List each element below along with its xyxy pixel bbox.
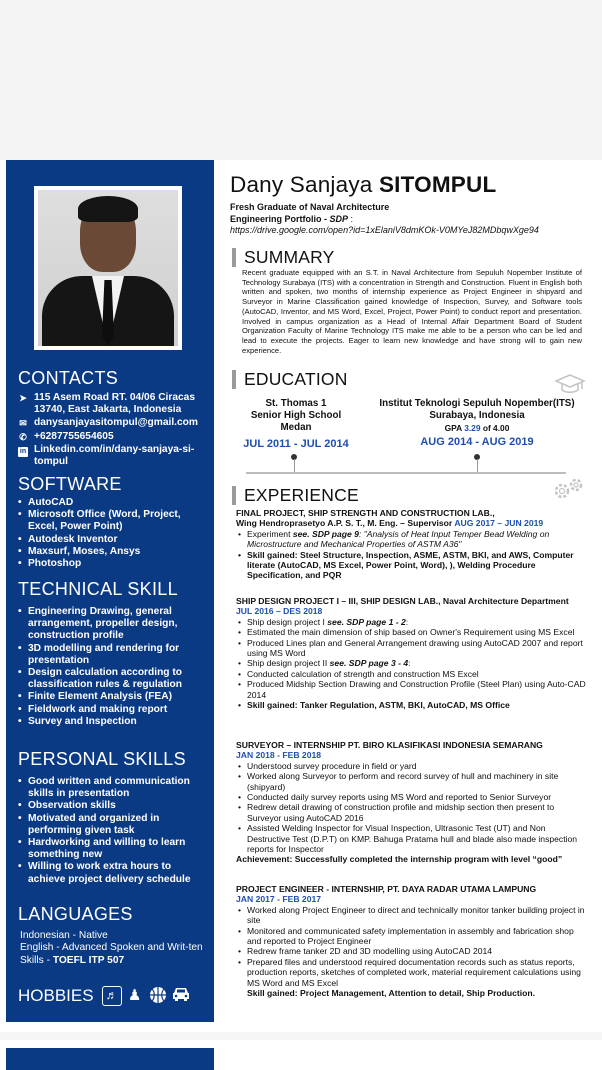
main-content (228, 160, 590, 1020)
contact-email[interactable]: ✉ danysanjayasitompul@gmail.com (16, 417, 208, 429)
personal-skills-title: PERSONAL SKILLS (18, 749, 186, 769)
contact-address: ➤ 115 Asem Road RT. 04/06 Ciracas 13740, East Jakarta, Indonesia (16, 392, 208, 416)
list-item: • Produced Lines plan and General Arrangement drawing using AutoCAD 2007 and report using MS Word (236, 638, 586, 659)
list-item: • Engineering Drawing, general arrangement, propeller design, construction profile (16, 606, 208, 643)
list-item: • Finite Element Analysis (FEA) (16, 691, 208, 703)
school-2-dates: AUG 2014 - AUG 2019 (420, 436, 534, 448)
experience-ship-design: SHIP DESIGN PROJECT I – III, SHIP DESIGN LAB., Naval Architecture Department JUL 2016 – DES 2018 • Ship design project I see. SDP page 1 - 2: • Estimated the main dimension of ship based on Owner's Requirement using MS Excel • Produced Lines plan and General Arrangement drawing using AutoCAD 2007 and report using MS Word • Ship design project II see. SDP page 3 - 4: • Conducted calculation of strength and construction MS Excel • Produced Midship Section Drawing and Construction Profile (Steel Plan) using Auto-CAD 2014 • Skill gained: Tanker Regulation, ASTM, BKI, AutoCAD, MS Office (236, 596, 586, 710)
phone-icon: ✆ (19, 431, 27, 442)
contact-linkedin[interactable]: in Linkedin.com/in/dany-sanjaya-si-tompul (16, 444, 208, 468)
skill-gained: Skill gained: Project Management, Attention to detail, Ship Production. (247, 988, 536, 999)
list-item: • 3D modelling and rendering for presentation (16, 643, 208, 667)
subtitle: Fresh Graduate of Naval Architecture (230, 202, 390, 212)
list-item: • Ship design project II see. SDP page 3 - 4: (236, 658, 586, 668)
contact-phone: ✆ +6287755654605 (16, 431, 208, 443)
summary-title: SUMMARY (232, 248, 335, 267)
top-margin (0, 0, 602, 160)
experience-title: EXPERIENCE (232, 486, 359, 505)
portfolio-link[interactable]: https://drive.google.com/open?id=1xElaniV8dmKOk-V0MYeJ82MDbqwXge94 (230, 225, 539, 235)
school-1-dates: JUL 2011 - JUL 2014 (243, 438, 349, 450)
list-item: • Redrew frame tanker 2D and 3D modelling using AutoCAD 2014 (236, 946, 586, 956)
hobbies-title: HOBBIES (18, 986, 94, 1005)
list-item: • Good written and communication skills in presentation (16, 776, 208, 800)
list-item: • Hardworking and willing to learn something new (16, 837, 208, 861)
technical-skill-list (16, 606, 208, 728)
list-item: • Worked along Surveyor to perform and record survey of hull and machinery in site (shipyard) (236, 771, 586, 792)
list-item: • Worked along Project Engineer to direct and technically monitor tanker building project in site (236, 905, 586, 926)
next-page-sidebar-strip (6, 1048, 214, 1070)
list-item: • Assisted Welding Inspector for Visual Inspection, Ultrasonic Test (UT) and Non Destructive Test (D.P.T) on KMP. Bahuga Pratama hull and blade also made inspection reports for Inspector (236, 823, 586, 854)
list-item: • Survey and Inspection (16, 716, 208, 728)
list-item: • Estimated the main dimension of ship based on Owner's Requirement using MS Excel (236, 627, 586, 637)
sidebar (6, 160, 214, 1022)
linkedin-icon: in (19, 447, 27, 455)
education-title: EDUCATION (232, 370, 348, 389)
software-list (16, 497, 208, 570)
list-item: • Produced Midship Section Drawing and Construction Profile (Steel Plan) using Auto-CAD 2014 (236, 679, 586, 700)
technical-skill-title: TECHNICAL SKILL (18, 579, 178, 599)
summary-text: Recent graduate equipped with an S.T. in Naval Architecture from Sepuluh Nopember Institute of Technology Surabaya (ITS) with a concentration in Strength and Construction. Fluent in English both written and spoken, two months of internship experience as Project Engineer in shipyard and Surveyor in Marine Classification gained knowledge of Inspection, Survey, and Software tools (AutoCAD, Inventor, and MS Word, Excel, Project, Power Point) to conduct report and presentation. Involved in campus organization as a Head of Internal Affair Department Board of Student Organization Faculty of Marine Technology ITS make me able to be a person who can be led and lead to execute the projects. Eager to learn new knowledge and have strong will to gain new experience. (242, 268, 582, 355)
chess-icon: ♟ (127, 987, 142, 1004)
full-name: Dany Sanjaya SITOMPUL (230, 172, 497, 197)
education-school-1: St. Thomas 1 Senior High School Medan JUL 2011 - JUL 2014 (228, 398, 364, 450)
hiking-icon: ♬ (102, 986, 122, 1006)
contacts-list (16, 392, 208, 469)
languages-text: Indonesian - Native English - Advanced Spoken and Writ-ten Skills - TOEFL ITP 507 (20, 930, 203, 966)
list-item: • Conducted daily survey reports using MS Word and reported to Senior Surveyor (236, 792, 586, 802)
contacts-title: CONTACTS (18, 368, 119, 388)
list-item: • Prepared files and understood required documentation records such as status reports, production reports, sketches of completed work, material requirement calculations using MS Word and MS Excel (236, 957, 586, 988)
portfolio-line: Engineering Portfolio - SDP : (230, 214, 354, 224)
hobbies (18, 986, 191, 1006)
list-item: • AutoCAD (16, 497, 208, 509)
experience-surveyor: SURVEYOR – INTERNSHIP PT. BIRO KLASIFIKASI INDONESIA SEMARANG JAN 2018 - FEB 2018 • Understood survey procedure in field or yard • Worked along Surveyor to perform and record survey of hull and machinery in site (shipyard) • Conducted daily survey reports using MS Word and reported to Senior Surveyor • Redrew detail drawing of construction profile and midship section then present to Surveyor using AutoCAD 2016 • Assisted Welding Inspector for Visual Inspection, Ultrasonic Test (UT) and Non Destructive Test (D.P.T) on KMP. Bahuga Pratama hull and blade also made inspection reports for Inspector Achievement: Successfully completed the internship program with level “good” (236, 740, 586, 865)
list-item: • Maxsurf, Moses, Ansys (16, 546, 208, 558)
experience-final-project: FINAL PROJECT, SHIP STRENGTH AND CONSTRUCTION LAB., Wing Hendroprasetyo A.P. S. T., M. Eng. – Supervisor AUG 2017 – JUN 2019 • Experiment see. SDP page 9: "Analysis of Heat Input Temper Bead Welding on Microstructure and Mechanical Properties of ASTM A36" • Skill gained: Steel Structure, Inspection, ASME, ASTM, BKI, and AWS, Computer literate (AutoCAD, MS Excel, Power Point, Word), ), Welding Procedure Specification, and PQR (236, 508, 586, 581)
achievement: Achievement: Successfully completed the internship program with level “good” (236, 854, 563, 865)
list-item: • Observation skills (16, 800, 208, 812)
list-item: • Experiment see. SDP page 9: "Analysis of Heat Input Temper Bead Welding on Microstructure and Mechanical Properties of ASTM A36" (236, 529, 586, 550)
graduation-cap-icon (554, 372, 586, 398)
gears-icon (550, 476, 586, 502)
experience-project-engineer: PROJECT ENGINEER - INTERNSHIP, PT. DAYA RADAR UTAMA LAMPUNG JAN 2017 - FEB 2017 • Worked along Project Engineer to direct and technically monitor tanker building project in site • Monitored and communicated safety implementation in assembly and fabrication shop and reported to Project Engineer • Redrew frame tanker 2D and 3D modelling using AutoCAD 2014 • Prepared files and understood required documentation records such as status reports, production reports, sketches of completed work, material requirement calculations using MS Word and MS Excel Skill gained: Project Management, Attention to detail, Ship Production. (236, 884, 586, 998)
list-item: • Motivated and organized in performing given task (16, 813, 208, 837)
education-timeline (246, 472, 566, 474)
list-item: • Redrew detail drawing of construction profile and midship section then present to Surveyor using AutoCAD 2016 (236, 802, 586, 823)
personal-skills-list (16, 776, 208, 886)
mail-icon: ✉ (19, 418, 27, 429)
location-icon: ➤ (19, 393, 27, 403)
software-title: SOFTWARE (18, 474, 122, 494)
list-item: • Understood survey procedure in field or yard (236, 761, 586, 771)
list-item: • Microsoft Office (Word, Project, Excel, Power Point) (16, 509, 208, 533)
list-item: • Skill gained: Steel Structure, Inspection, ASME, ASTM, BKI, and AWS, Computer literate (AutoCAD, MS Excel, Power Point, Word), ), Welding Procedure Specification, and PQR (236, 550, 586, 581)
next-page-preview (0, 1040, 602, 1070)
list-item: • Willing to work extra hours to achieve project delivery schedule (16, 861, 208, 885)
car-icon (171, 986, 191, 1006)
list-item: • Photoshop (16, 558, 208, 570)
profile-photo (34, 186, 182, 350)
education-school-2: Institut Teknologi Sepuluh Nopember(ITS) Surabaya, Indonesia GPA 3.29 of 4.00 AUG 2014 - AUG 2019 (370, 398, 584, 448)
list-item: • Fieldwork and making report (16, 704, 208, 716)
languages-title: LANGUAGES (18, 904, 133, 924)
list-item: • Conducted calculation of strength and construction MS Excel (236, 669, 586, 679)
list-item: • Autodesk Inventor (16, 534, 208, 546)
list-item: • Monitored and communicated safety implementation in assembly and fabrication shop and reported to Project Engineer (236, 926, 586, 947)
basketball-icon (148, 986, 168, 1006)
list-item: • Skill gained: Tanker Regulation, ASTM, BKI, AutoCAD, MS Office (236, 700, 586, 710)
list-item: • Design calculation according to classification rules & regulation (16, 667, 208, 691)
list-item: • Ship design project I see. SDP page 1 - 2: (236, 617, 586, 627)
